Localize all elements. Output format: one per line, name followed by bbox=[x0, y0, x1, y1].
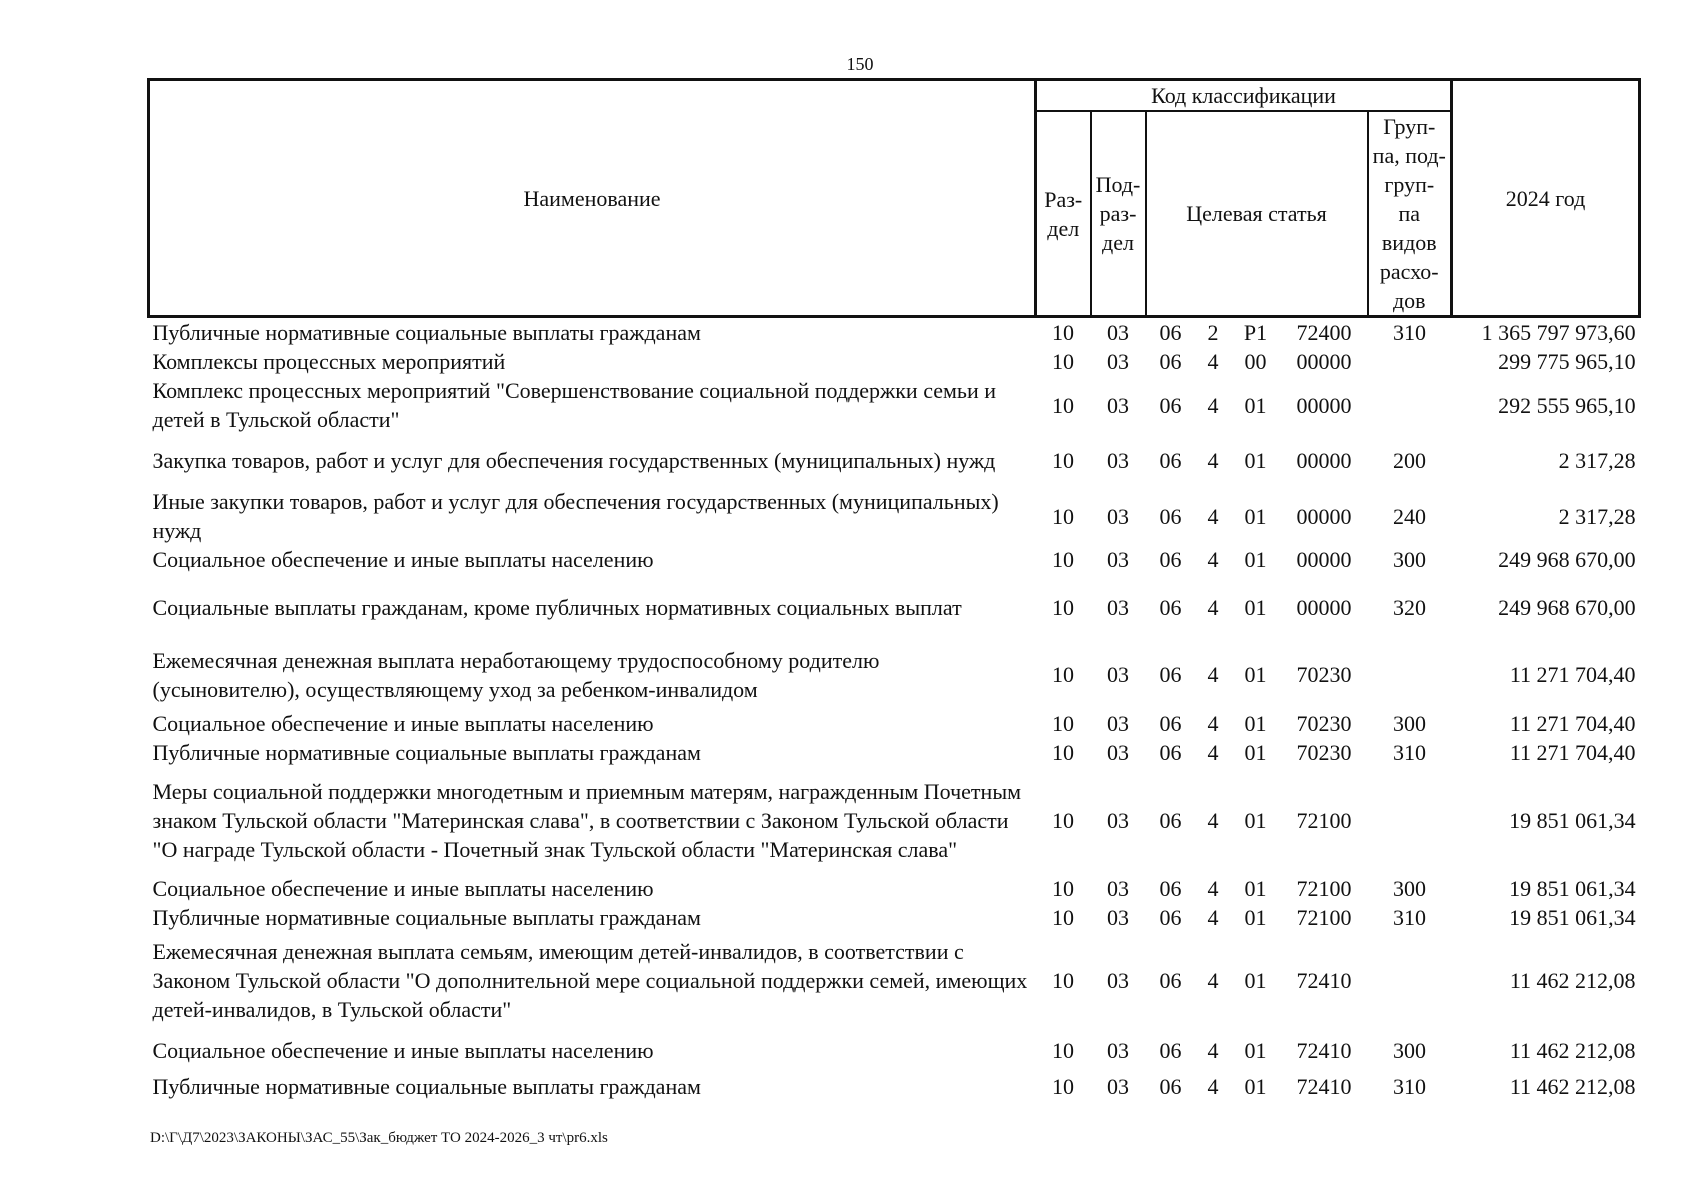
row-name: Публичные нормативные социальные выплаты гражданам bbox=[152, 740, 701, 765]
row-target-event: 01 bbox=[1244, 808, 1267, 833]
table-row bbox=[149, 738, 1640, 767]
row-amount: 11 462 212,08 bbox=[1509, 1038, 1636, 1063]
row-target-subprogram: 4 bbox=[1207, 740, 1219, 765]
table-row bbox=[149, 903, 1640, 932]
row-expense-group: 300 bbox=[1393, 1038, 1427, 1063]
row-target-event: 01 bbox=[1244, 905, 1267, 930]
row-section: 10 bbox=[1052, 711, 1074, 736]
row-expense-group: 240 bbox=[1393, 503, 1427, 529]
row-expense-group bbox=[1368, 347, 1452, 376]
table-row bbox=[149, 347, 1640, 376]
row-amount: 1 365 797 973,60 bbox=[1481, 320, 1636, 345]
row-target-event: 01 bbox=[1244, 662, 1267, 687]
row-target-program: 06 bbox=[1159, 503, 1182, 529]
row-section: 10 bbox=[1052, 547, 1074, 572]
row-target-direction: 72410 bbox=[1296, 1038, 1352, 1063]
row-section: 10 bbox=[1052, 392, 1074, 418]
row-target-event: 01 bbox=[1244, 594, 1267, 620]
row-amount: 249 968 670,00 bbox=[1498, 594, 1636, 620]
row-expense-group bbox=[1368, 376, 1452, 434]
table-row bbox=[149, 640, 1640, 709]
row-target-subprogram: 4 bbox=[1207, 662, 1219, 687]
row-amount: 11 271 704,40 bbox=[1509, 711, 1636, 736]
table-row bbox=[149, 1029, 1640, 1072]
row-target-direction: 72410 bbox=[1296, 968, 1352, 993]
row-section: 10 bbox=[1052, 594, 1074, 620]
table-row bbox=[149, 767, 1640, 874]
row-section: 10 bbox=[1052, 448, 1074, 473]
table-row bbox=[149, 487, 1640, 545]
row-subsection: 03 bbox=[1107, 740, 1129, 765]
page-number: 150 bbox=[846, 54, 874, 74]
row-section: 10 bbox=[1052, 1038, 1074, 1063]
row-expense-group: 310 bbox=[1393, 320, 1427, 345]
row-target-event: 01 bbox=[1244, 503, 1267, 529]
row-subsection: 03 bbox=[1107, 503, 1129, 529]
column-header-subsection: Под- раз- дел bbox=[1091, 111, 1146, 317]
row-section: 10 bbox=[1052, 662, 1074, 687]
row-name: Публичные нормативные социальные выплаты гражданам bbox=[152, 320, 701, 345]
row-subsection: 03 bbox=[1107, 1038, 1129, 1063]
row-target-direction: 72100 bbox=[1296, 905, 1352, 930]
row-subsection: 03 bbox=[1107, 448, 1129, 473]
table-row bbox=[149, 874, 1640, 903]
row-amount: 292 555 965,10 bbox=[1498, 392, 1636, 418]
table-row bbox=[149, 709, 1640, 738]
column-header-year: 2024 год bbox=[1452, 80, 1640, 317]
row-expense-group: 200 bbox=[1393, 448, 1427, 473]
column-header-expense-group: Груп- па, под- груп- па видов расхо- дов bbox=[1368, 111, 1452, 317]
row-target-direction: 70230 bbox=[1296, 711, 1352, 736]
row-target-direction: 00000 bbox=[1296, 547, 1352, 572]
row-target-program: 06 bbox=[1159, 1074, 1182, 1099]
row-subsection: 03 bbox=[1107, 392, 1129, 418]
row-target-program: 06 bbox=[1159, 547, 1182, 572]
row-name: Социальные выплаты гражданам, кроме публичных нормативных социальных выплат bbox=[152, 594, 962, 620]
row-section: 10 bbox=[1052, 808, 1074, 833]
row-target-program: 06 bbox=[1159, 662, 1182, 687]
row-name: Меры социальной поддержки многодетным и приемным матерям, награжденным Почетным знаком Тульской области "Материнская слава", в соответствии с Законом Тульской области "О награде Тульской области - Почетный знак Тульской области "Материнская слава" bbox=[152, 779, 1022, 862]
row-amount: 11 462 212,08 bbox=[1509, 1074, 1636, 1099]
row-expense-group: 300 bbox=[1393, 876, 1427, 901]
row-subsection: 03 bbox=[1107, 349, 1129, 374]
row-target-program: 06 bbox=[1159, 968, 1182, 993]
row-target-program: 06 bbox=[1159, 876, 1182, 901]
row-subsection: 03 bbox=[1107, 662, 1129, 687]
row-target-event: 01 bbox=[1244, 392, 1267, 418]
row-section: 10 bbox=[1052, 740, 1074, 765]
row-amount: 2 317,28 bbox=[1558, 448, 1636, 473]
row-target-program: 06 bbox=[1159, 349, 1182, 374]
row-name: Ежемесячная денежная выплата семьям, имеющим детей-инвалидов, в соответствии с Законом Тульской области "О дополнительной мере социальной поддержки семей, имеющих детей-инвалидов, в Тульской области" bbox=[152, 939, 1028, 1022]
row-name: Социальное обеспечение и иные выплаты населению bbox=[152, 1038, 654, 1063]
row-name: Иные закупки товаров, работ и услуг для обеспечения государственных (муниципальных) нужд bbox=[152, 489, 999, 543]
row-target-program: 06 bbox=[1159, 1038, 1182, 1063]
row-target-event: 01 bbox=[1244, 711, 1267, 736]
column-header-code: Код классификации bbox=[1036, 80, 1452, 112]
row-target-subprogram: 4 bbox=[1207, 349, 1219, 374]
row-name: Комплекс процессных мероприятий "Совершенствование социальной поддержки семьи и детей в Тульской области" bbox=[152, 378, 996, 432]
row-subsection: 03 bbox=[1107, 594, 1129, 620]
row-section: 10 bbox=[1052, 876, 1074, 901]
row-target-direction: 00000 bbox=[1296, 448, 1352, 473]
row-target-event: 01 bbox=[1244, 1074, 1267, 1099]
row-expense-group bbox=[1368, 932, 1452, 1029]
row-target-program: 06 bbox=[1159, 320, 1182, 345]
row-target-program: 06 bbox=[1159, 808, 1182, 833]
row-target-event: 01 bbox=[1244, 968, 1267, 993]
row-target-subprogram: 2 bbox=[1207, 320, 1219, 345]
row-expense-group: 320 bbox=[1393, 594, 1427, 620]
column-header-section: Раз- дел bbox=[1036, 111, 1091, 317]
row-name: Социальное обеспечение и иные выплаты населению bbox=[152, 547, 654, 572]
row-target-program: 06 bbox=[1159, 448, 1182, 473]
column-header-name: Наименование bbox=[149, 80, 1036, 317]
row-target-subprogram: 4 bbox=[1207, 392, 1219, 418]
row-section: 10 bbox=[1052, 320, 1074, 345]
row-target-event: 01 bbox=[1244, 448, 1267, 473]
row-amount: 249 968 670,00 bbox=[1498, 547, 1636, 572]
row-target-event: 01 bbox=[1244, 547, 1267, 572]
table-row bbox=[149, 1072, 1640, 1101]
row-name: Социальное обеспечение и иные выплаты населению bbox=[152, 711, 654, 736]
table-row bbox=[149, 317, 1640, 348]
row-expense-group: 310 bbox=[1393, 905, 1427, 930]
row-target-program: 06 bbox=[1159, 740, 1182, 765]
row-target-event: P1 bbox=[1243, 320, 1268, 345]
table-row bbox=[149, 574, 1640, 640]
row-target-direction: 72100 bbox=[1296, 876, 1352, 901]
row-target-direction: 70230 bbox=[1296, 662, 1352, 687]
row-subsection: 03 bbox=[1107, 808, 1129, 833]
row-amount: 299 775 965,10 bbox=[1498, 349, 1636, 374]
row-target-subprogram: 4 bbox=[1207, 503, 1219, 529]
column-header-target: Целевая статья bbox=[1146, 111, 1368, 317]
row-section: 10 bbox=[1052, 349, 1074, 374]
row-name: Ежемесячная денежная выплата неработающему трудоспособному родителю (усыновителю), осуществляющему уход за ребенком-инвалидом bbox=[152, 647, 880, 702]
row-target-event: 00 bbox=[1244, 349, 1267, 374]
row-amount: 19 851 061,34 bbox=[1509, 905, 1636, 930]
row-subsection: 03 bbox=[1107, 876, 1129, 901]
row-target-direction: 00000 bbox=[1296, 594, 1352, 620]
row-section: 10 bbox=[1052, 968, 1074, 993]
row-target-direction: 70230 bbox=[1296, 740, 1352, 765]
row-target-program: 06 bbox=[1159, 905, 1182, 930]
table-row bbox=[149, 376, 1640, 434]
row-target-event: 01 bbox=[1244, 1038, 1267, 1063]
row-target-direction: 72410 bbox=[1296, 1074, 1352, 1099]
row-section: 10 bbox=[1052, 1074, 1074, 1099]
row-target-direction: 00000 bbox=[1296, 503, 1352, 529]
table-row bbox=[149, 932, 1640, 1029]
row-amount: 19 851 061,34 bbox=[1509, 876, 1636, 901]
budget-table bbox=[147, 78, 1641, 1101]
row-subsection: 03 bbox=[1107, 320, 1129, 345]
row-target-direction: 72400 bbox=[1296, 320, 1352, 345]
row-expense-group bbox=[1368, 767, 1452, 874]
row-target-event: 01 bbox=[1244, 876, 1267, 901]
row-subsection: 03 bbox=[1107, 547, 1129, 572]
row-expense-group: 300 bbox=[1393, 711, 1427, 736]
row-amount: 11 462 212,08 bbox=[1509, 968, 1636, 993]
row-target-subprogram: 4 bbox=[1207, 876, 1219, 901]
row-expense-group: 310 bbox=[1393, 740, 1427, 765]
row-section: 10 bbox=[1052, 503, 1074, 529]
row-subsection: 03 bbox=[1107, 711, 1129, 736]
row-target-direction: 00000 bbox=[1296, 349, 1352, 374]
row-expense-group bbox=[1368, 640, 1452, 709]
row-amount: 19 851 061,34 bbox=[1509, 808, 1636, 833]
row-target-subprogram: 4 bbox=[1207, 968, 1219, 993]
row-target-subprogram: 4 bbox=[1207, 808, 1219, 833]
row-target-subprogram: 4 bbox=[1207, 448, 1219, 473]
row-expense-group: 300 bbox=[1393, 547, 1427, 572]
row-target-direction: 00000 bbox=[1296, 392, 1352, 418]
row-amount: 11 271 704,40 bbox=[1509, 662, 1636, 687]
row-target-event: 01 bbox=[1244, 740, 1267, 765]
row-name: Публичные нормативные социальные выплаты гражданам bbox=[152, 1074, 701, 1099]
row-name: Закупка товаров, работ и услуг для обеспечения государственных (муниципальных) нужд bbox=[152, 448, 996, 473]
row-target-program: 06 bbox=[1159, 392, 1182, 418]
row-amount: 11 271 704,40 bbox=[1509, 740, 1636, 765]
row-name: Социальное обеспечение и иные выплаты населению bbox=[152, 876, 654, 901]
row-name: Публичные нормативные социальные выплаты гражданам bbox=[152, 905, 701, 930]
row-target-subprogram: 4 bbox=[1207, 547, 1219, 572]
row-amount: 2 317,28 bbox=[1558, 503, 1636, 529]
row-target-program: 06 bbox=[1159, 594, 1182, 620]
row-target-program: 06 bbox=[1159, 711, 1182, 736]
row-target-subprogram: 4 bbox=[1207, 1038, 1219, 1063]
row-target-subprogram: 4 bbox=[1207, 711, 1219, 736]
row-target-subprogram: 4 bbox=[1207, 905, 1219, 930]
file-path: D:\Г\Д7\2023\ЗАКОНЫ\ЗАС_55\Зак_бюджет ТО 2024-2026_3 чт\pr6.xls bbox=[150, 1130, 608, 1146]
row-section: 10 bbox=[1052, 905, 1074, 930]
row-target-subprogram: 4 bbox=[1207, 594, 1219, 620]
row-subsection: 03 bbox=[1107, 968, 1129, 993]
table-body bbox=[149, 317, 1640, 1102]
table-row bbox=[149, 545, 1640, 574]
row-expense-group: 310 bbox=[1393, 1074, 1427, 1099]
row-target-direction: 72100 bbox=[1296, 808, 1352, 833]
row-name: Комплексы процессных мероприятий bbox=[152, 349, 506, 374]
row-target-subprogram: 4 bbox=[1207, 1074, 1219, 1099]
row-subsection: 03 bbox=[1107, 905, 1129, 930]
table-row bbox=[149, 434, 1640, 487]
row-subsection: 03 bbox=[1107, 1074, 1129, 1099]
